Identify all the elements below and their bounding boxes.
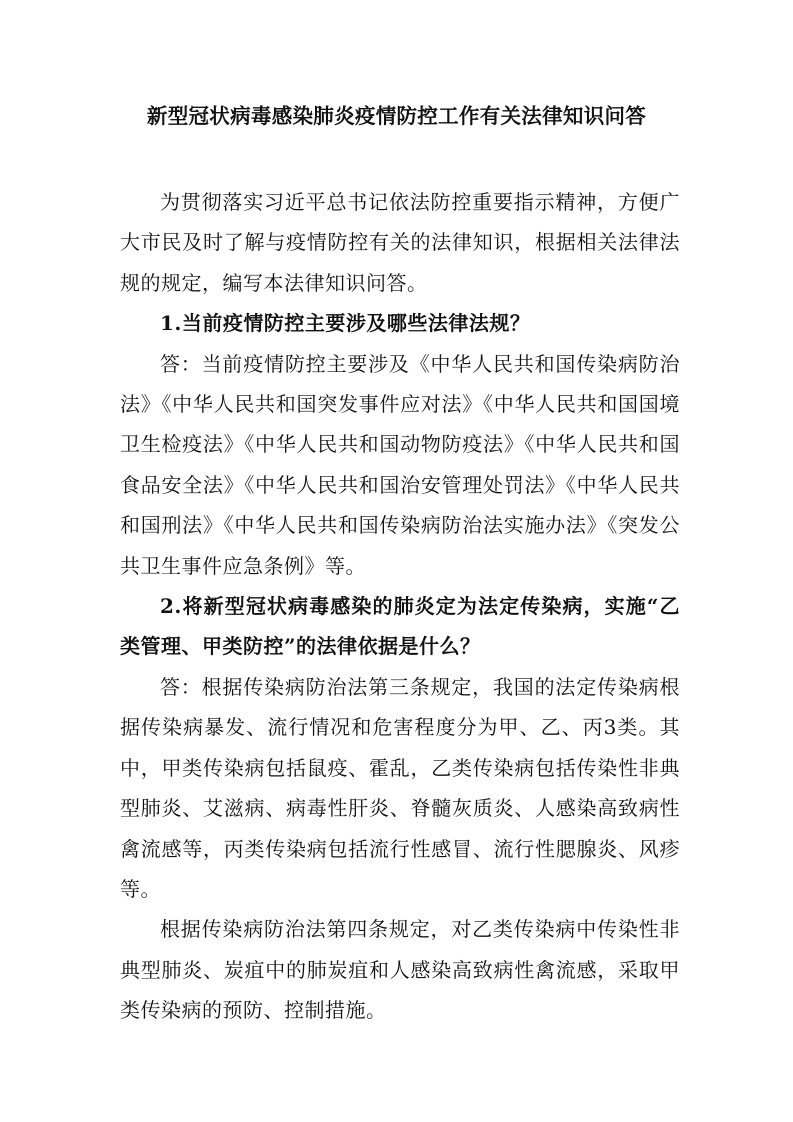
answer-2-paragraph: 答：根据传染病防治法第三条规定，我国的法定传染病根据传染病暴发、流行情况和危害程度分为甲、乙、丙3类。其中，甲类传染病包括鼠疫、霍乱，乙类传染病包括传染性非典型肺炎、艾滋病、病毒性肝炎、脊髓灰质炎、人感染高致病性禽流感等，丙类传染病包括流行性感冒、流行性腮腺炎、风疹等。 — [120, 674, 680, 901]
question-2-heading: 2.将新型冠状病毒感染的肺炎定为法定传染病，实施“乙类管理、甲类防控”的法律依据是什么？ — [120, 594, 680, 659]
answer-2-continued-paragraph: 根据传染病防治法第四条规定，对乙类传染病中传染性非典型肺炎、炭疽中的肺炭疽和人感染高致病性禽流感，采取甲类传染病的预防、控制措施。 — [120, 917, 680, 1023]
document-body — [120, 182, 680, 1031]
document-title: 新型冠状病毒感染肺炎疫情防控工作有关法律知识问答 — [146, 104, 647, 128]
question-1-heading: 1.当前疫情防控主要涉及哪些法律法规？ — [160, 311, 531, 336]
answer-1-paragraph: 答：当前疫情防控主要涉及《中华人民共和国传染病防治法》《中华人民共和国突发事件应对法》《中华人民共和国国境卫生检疫法》《中华人民共和国动物防疫法》《中华人民共和国食品安全法》《中华人民共和国治安管理处罚法》《中华人民共和国刑法》《中华人民共和国传染病防治法实施办法》《突发公共卫生事件应急条例》等。 — [120, 351, 680, 578]
intro-paragraph: 为贯彻落实习近平总书记依法防控重要指示精神，方便广大市民及时了解与疫情防控有关的法律知识，根据相关法律法规的规定，编写本法律知识问答。 — [120, 190, 680, 295]
